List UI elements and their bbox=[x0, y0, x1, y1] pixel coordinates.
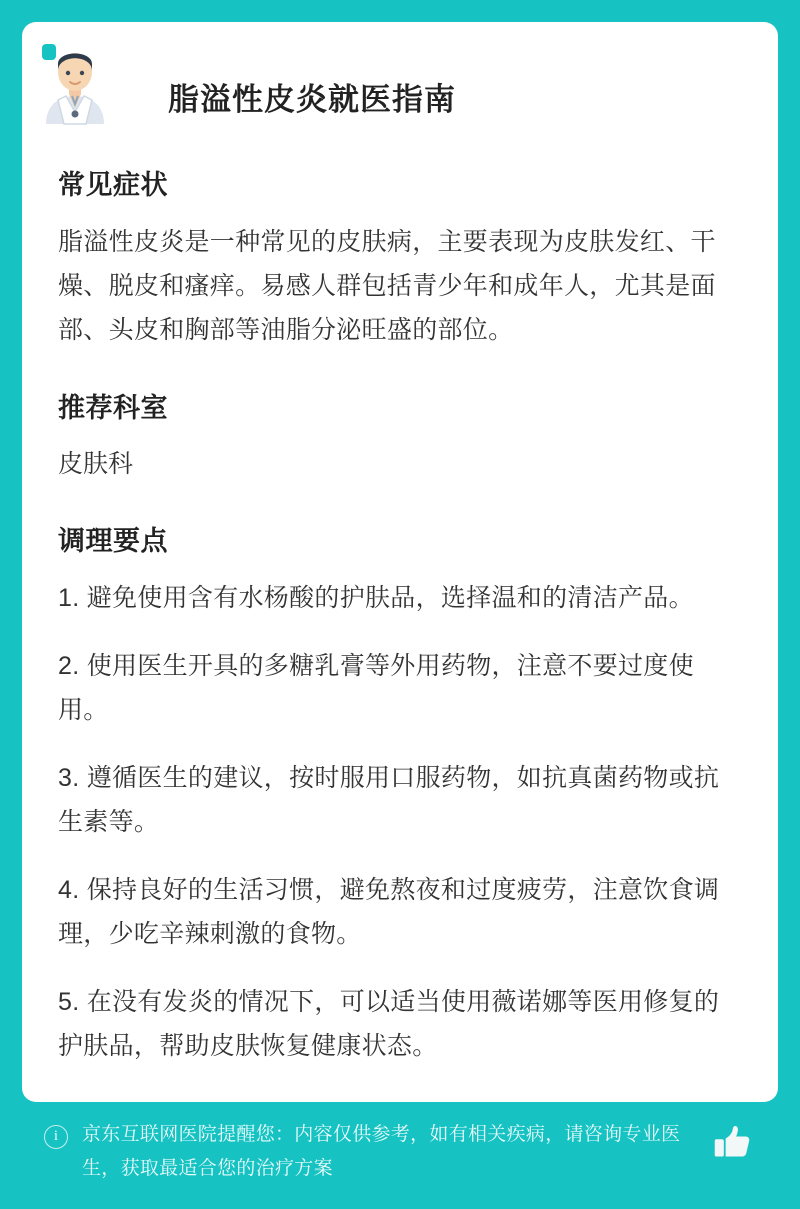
section-heading-department: 推荐科室 bbox=[58, 393, 168, 423]
list-item: 1. 避免使用含有水杨酸的护肤品，选择温和的清洁产品。 bbox=[58, 584, 694, 612]
footer-disclaimer-bar bbox=[22, 1102, 778, 1186]
info-circle-icon: i bbox=[44, 1125, 68, 1149]
guide-content bbox=[58, 163, 742, 1068]
page-title: 脂溢性皮炎就医指南 bbox=[168, 82, 456, 117]
list-item: 2. 使用医生开具的多糖乳膏等外用药物，注意不要过度使用。 bbox=[58, 652, 694, 724]
care-tips-list bbox=[58, 576, 742, 1068]
thumbs-up-icon[interactable] bbox=[712, 1122, 756, 1162]
disclaimer-text: 京东互联网医院提醒您：内容仅供参考，如有相关疾病，请咨询专业医生，获取最适合您的治疗方案 bbox=[82, 1124, 681, 1179]
guide-card bbox=[22, 22, 778, 1102]
list-item: 5. 在没有发炎的情况下，可以适当使用薇诺娜等医用修复的护肤品，帮助皮肤恢复健康状态。 bbox=[58, 988, 720, 1060]
section-text-department: 皮肤科 bbox=[58, 450, 134, 478]
list-item: 3. 遵循医生的建议，按时服用口服药物，如抗真菌药物或抗生素等。 bbox=[58, 764, 720, 836]
section-heading-care-tips: 调理要点 bbox=[58, 526, 168, 556]
doctor-avatar-icon bbox=[36, 38, 114, 130]
list-item: 4. 保持良好的生活习惯，避免熬夜和过度疲劳，注意饮食调理，少吃辛辣刺激的食物。 bbox=[58, 876, 720, 948]
section-text-symptoms: 脂溢性皮炎是一种常见的皮肤病，主要表现为皮肤发红、干燥、脱皮和瘙痒。易感人群包括青少年和成年人，尤其是面部、头皮和胸部等油脂分泌旺盛的部位。 bbox=[58, 228, 716, 344]
section-heading-symptoms: 常见症状 bbox=[58, 170, 168, 200]
